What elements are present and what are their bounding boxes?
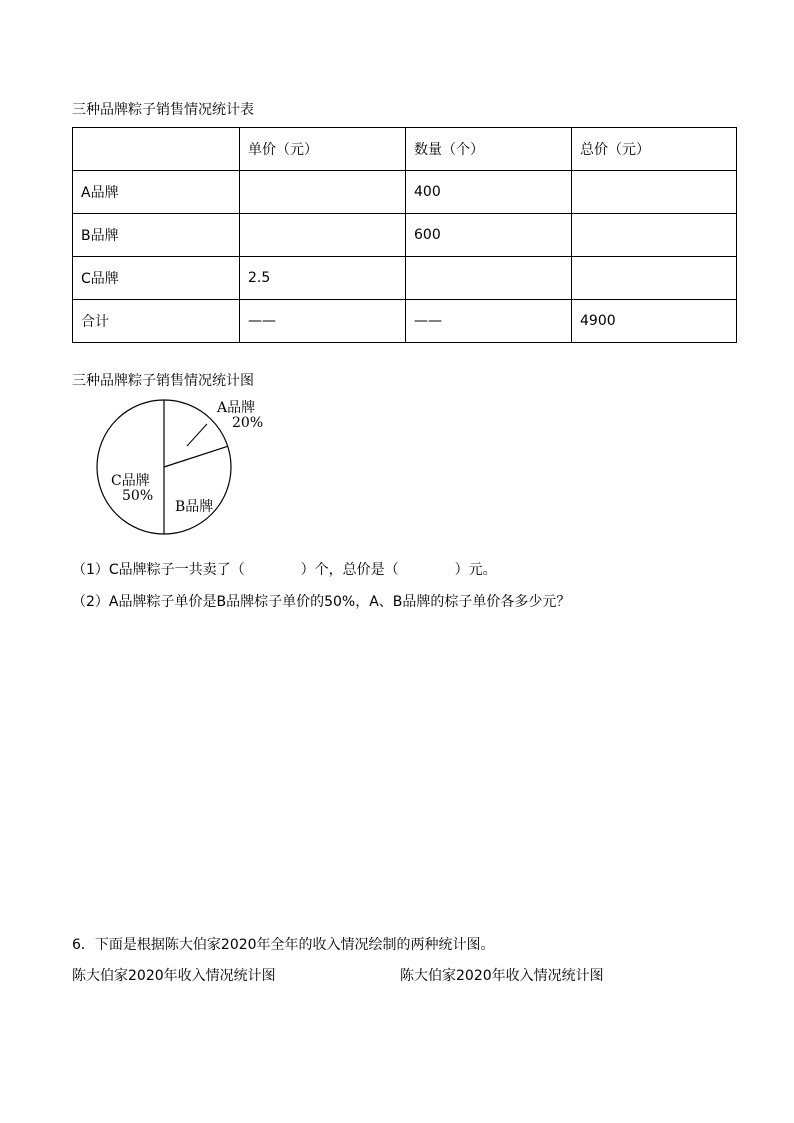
table-cell: 2.5	[240, 257, 406, 300]
pie-pct-c: 50%	[122, 488, 154, 504]
table-cell: 4900	[572, 300, 737, 343]
table-cell	[572, 257, 737, 300]
question-1: （1）C品牌粽子一共卖了（ ）个，总价是（ ）元。	[72, 562, 497, 578]
table-row	[73, 300, 737, 343]
table-cell: 合计	[73, 300, 240, 343]
table-cell: 400	[406, 171, 572, 214]
table-row	[73, 214, 737, 257]
table-cell: A品牌	[73, 171, 240, 214]
table-cell: C品牌	[73, 257, 240, 300]
table-cell	[406, 257, 572, 300]
pie-chart	[94, 397, 234, 537]
table-cell: 600	[406, 214, 572, 257]
table-cell: ——	[406, 300, 572, 343]
table-title: 三种品牌粽子销售情况统计表	[72, 102, 254, 118]
table-row	[73, 171, 737, 214]
pie-label-a: A品牌	[217, 400, 256, 416]
table-cell	[240, 171, 406, 214]
table-header-row	[73, 128, 737, 171]
table-row	[73, 257, 737, 300]
pie-pct-a: 20%	[232, 415, 264, 431]
header-cell	[73, 128, 240, 171]
pie-chart-title: 三种品牌粽子销售情况统计图	[72, 373, 254, 389]
problem-6-text: 6．下面是根据陈大伯家2020年全年的收入情况绘制的两种统计图。	[72, 937, 495, 953]
table-cell	[240, 214, 406, 257]
table-cell	[572, 214, 737, 257]
sales-table	[72, 127, 737, 343]
pie-label-b: B品牌	[175, 499, 214, 515]
table-cell: ——	[240, 300, 406, 343]
header-cell: 总价（元）	[572, 128, 737, 171]
table-cell	[572, 171, 737, 214]
header-cell: 数量（个）	[406, 128, 572, 171]
table-cell: B品牌	[73, 214, 240, 257]
question-2: （2）A品牌粽子单价是B品牌棕子单价的50%，A、B品牌的棕子单价各多少元？	[72, 594, 571, 610]
chart-caption-left: 陈大伯家2020年收入情况统计图	[72, 968, 276, 984]
pie-label-c: C品牌	[111, 473, 150, 489]
chart-caption-right: 陈大伯家2020年收入情况统计图	[400, 968, 604, 984]
header-cell: 单价（元）	[240, 128, 406, 171]
